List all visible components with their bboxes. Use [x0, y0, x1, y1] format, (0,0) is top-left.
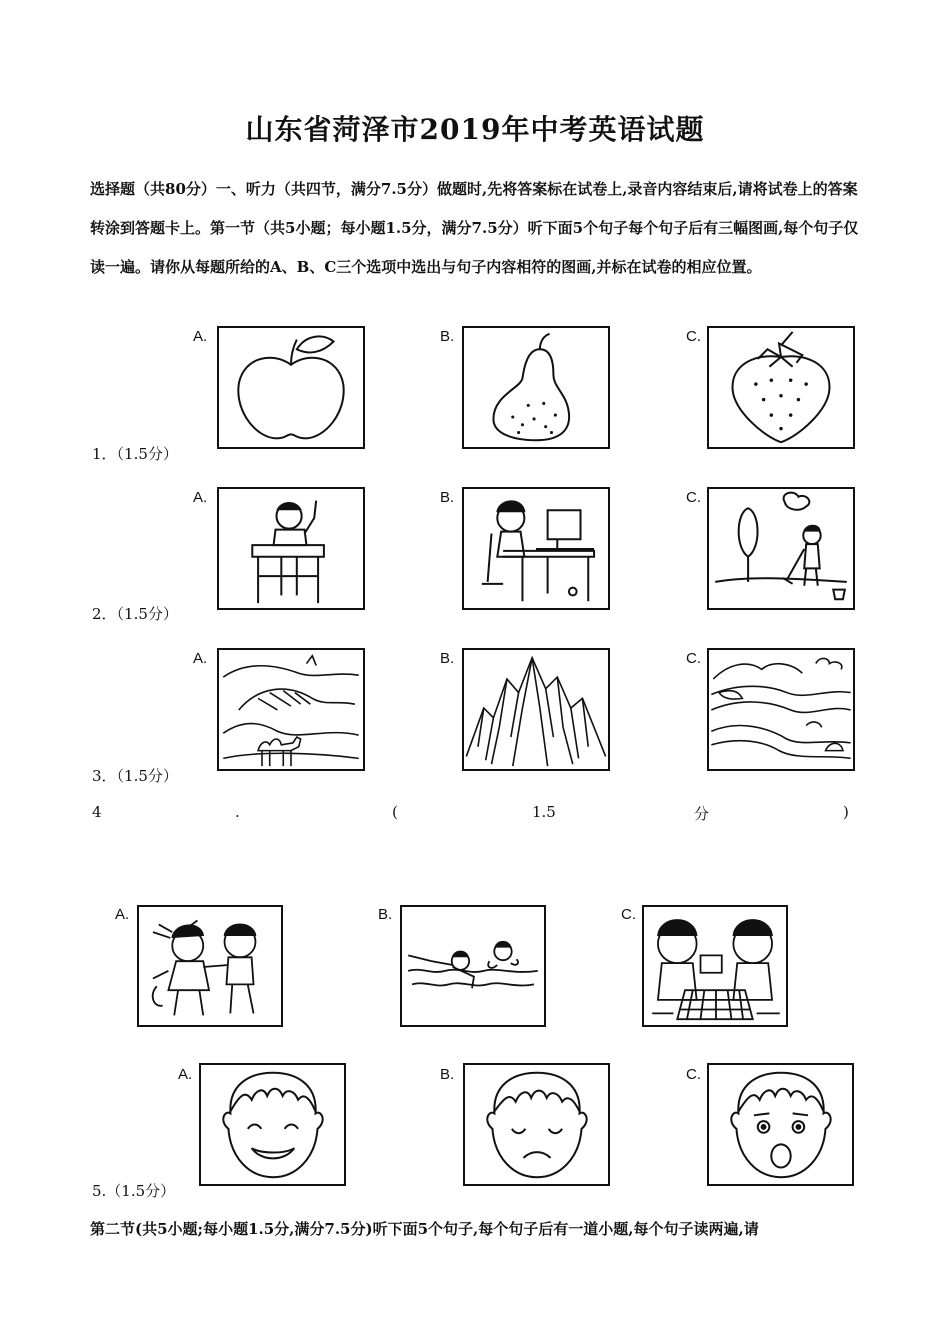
boy-with-tree-picture[interactable] [707, 487, 855, 610]
desert-camel-picture[interactable] [217, 648, 365, 771]
question-1-label: 1．（1.5分） [92, 445, 178, 463]
section-2-instructions: 第二节(共5小题;每小题1.5分,满分7.5分)听下面5个句子,每个句子后有一道小题,每个句子读两遍,请 [90, 1220, 759, 1238]
option-c-label: C. [686, 1066, 701, 1083]
swimming-picture[interactable] [400, 905, 546, 1027]
option-b-label: B. [440, 328, 455, 345]
strawberry-picture[interactable] [707, 326, 855, 449]
option-c-label: C. [621, 906, 636, 923]
option-a-label: A. [193, 650, 208, 667]
option-c-label: C. [686, 489, 701, 506]
question-4-unit: 分 [694, 805, 710, 823]
question-4-dot: . [235, 803, 240, 821]
apple-picture[interactable] [217, 326, 365, 449]
surprised-face-picture[interactable] [707, 1063, 854, 1186]
question-4-close-paren: ) [843, 803, 849, 821]
river-picture[interactable] [707, 648, 855, 771]
boy-at-computer-picture[interactable] [462, 487, 610, 610]
pear-picture[interactable] [462, 326, 610, 449]
option-a-label: A. [193, 328, 208, 345]
happy-face-picture[interactable] [199, 1063, 346, 1186]
playing-chess-picture[interactable] [642, 905, 788, 1027]
option-b-label: B. [440, 650, 455, 667]
option-a-label: A. [178, 1066, 193, 1083]
kids-playing-picture[interactable] [137, 905, 283, 1027]
option-a-label: A. [193, 489, 208, 506]
boy-at-desk-picture[interactable] [217, 487, 365, 610]
question-4-number: 4 [92, 803, 102, 821]
option-b-label: B. [440, 1066, 455, 1083]
page-title: 山东省菏泽市2019年中考英语试题 [245, 113, 705, 146]
mountains-picture[interactable] [462, 648, 610, 771]
question-4-score: 1.5 [532, 803, 556, 821]
option-b-label: B. [440, 489, 455, 506]
question-3-label: 3．（1.5分） [92, 767, 178, 785]
option-c-label: C. [686, 650, 701, 667]
instructions-paragraph: 选择题（共80分）一、听力（共四节，满分7.5分）做题时,先将答案标在试卷上,录音内容结束后,请将试卷上的答案转涂到答题卡上。第一节（共5小题；每小题1.5分，满分7.5分）听下面5个句子每个句子后有三幅图画,每个句子仅读一遍。请你从每题所给的A、B、C三个选项中选出与句子内容相符的图画,并标在试卷的相应位置。 [90, 180, 859, 276]
option-a-label: A. [115, 906, 130, 923]
option-c-label: C. [686, 328, 701, 345]
question-4-open-paren: ( [392, 803, 398, 821]
option-b-label: B. [378, 906, 393, 923]
sad-face-picture[interactable] [463, 1063, 610, 1186]
question-5-label: 5.（1.5分） [92, 1182, 176, 1200]
question-2-label: 2．（1.5分） [92, 605, 178, 623]
